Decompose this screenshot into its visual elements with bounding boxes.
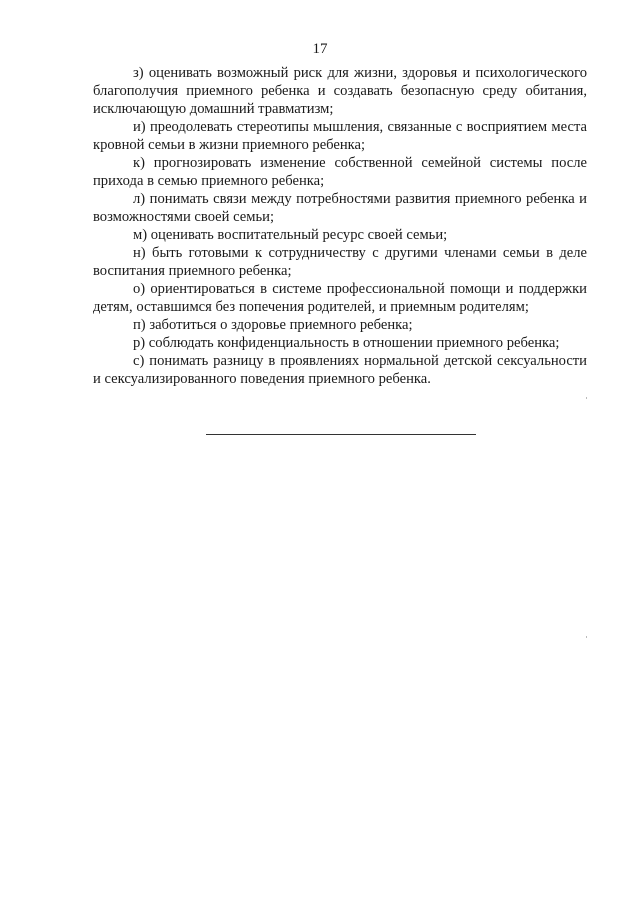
- list-item-o: о) ориентироваться в системе профессиональной помощи и поддержки детям, оставшимся без попечения родителей, и приемным родителям;: [93, 281, 587, 315]
- list-item-m: м) оценивать воспитательный ресурс своей семьи;: [133, 227, 448, 243]
- scan-speck: [586, 636, 587, 638]
- list-item-z: з) оценивать возможный риск для жизни, здоровья и психологического благополучия приемного ребенка и создавать безопасную среду обитания, исключающую домашний травматизм;: [93, 65, 587, 117]
- list-item-s: с) понимать разницу в проявлениях нормальной детской сексуальности и сексуализированного поведения приемного ребенка.: [93, 353, 587, 387]
- list-item-r: р) соблюдать конфиденциальность в отношении приемного ребенка;: [133, 335, 560, 351]
- list-item-p: п) заботиться о здоровье приемного ребенка;: [133, 317, 413, 333]
- list-item-l: л) понимать связи между потребностями развития приемного ребенка и возможностями своей семьи;: [93, 191, 587, 225]
- scan-speck: [586, 397, 587, 399]
- list-item-k: к) прогнозировать изменение собственной семейной системы после прихода в семью приемного ребенка;: [93, 155, 587, 189]
- document-body: [93, 64, 587, 388]
- page-number: 17: [312, 41, 328, 57]
- end-divider-line: [206, 434, 476, 435]
- list-item-i: и) преодолевать стереотипы мышления, связанные с восприятием места кровной семьи в жизни приемного ребенка;: [93, 119, 587, 153]
- list-item-n: н) быть готовыми к сотрудничеству с другими членами семьи в деле воспитания приемного ребенка;: [93, 245, 587, 279]
